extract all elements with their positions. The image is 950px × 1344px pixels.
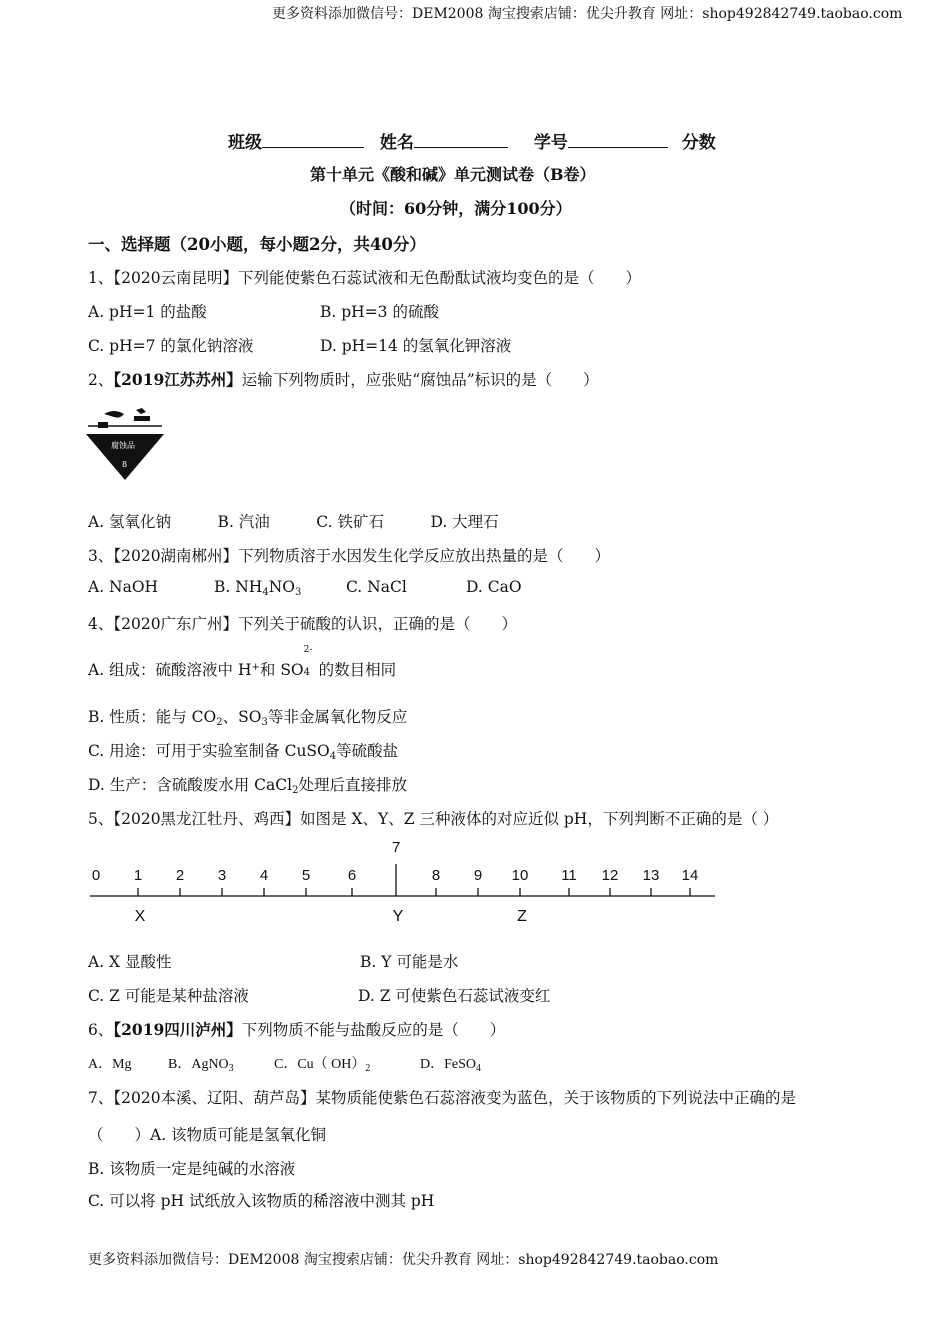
name-blank [414, 133, 508, 148]
q2-text: 运输下列物质时，应张贴“腐蚀品”标识的是（ ） [241, 371, 599, 389]
q3-option-c: C. NaCl [346, 578, 407, 596]
q6-source: 【2019四川泸州】 [113, 1020, 242, 1039]
q4-a-post: 的数目相同 [313, 661, 397, 679]
q3-option-a: A. NaOH [88, 578, 159, 596]
q4-b-sub1: 2 [216, 717, 223, 728]
q1-option-a: A. pH=1 的盐酸 [88, 303, 207, 321]
q1-option-c: C. pH=7 的氯化钠溶液 [88, 337, 254, 355]
q7-option-a: （ ）A. 该物质可能是氢氧化铜 [88, 1126, 327, 1144]
ph-tick-label-2: 2 [175, 867, 185, 884]
q4-option-d [88, 773, 407, 795]
q5-option-b: B. Y 可能是水 [360, 953, 459, 971]
q4-stem: 4、【2020广东广州】下列关于硫酸的认识，正确的是（ ） [88, 615, 518, 633]
q3-option-b [214, 578, 301, 596]
q3-option-d: D. CaO [466, 578, 522, 596]
q1-option-b: B. pH=3 的硫酸 [320, 303, 439, 321]
q4-d-post: 处理后直接排放 [298, 776, 407, 794]
ph-scale [80, 836, 720, 928]
ph-tick-label-9: 9 [473, 867, 483, 884]
q2-options: A. 氢氧化钠 B. 汽油 C. 铁矿石 D. 大理石 [88, 513, 499, 531]
q4-b-text: B. 性质：能与 CO [88, 708, 217, 726]
q7-option-c: C. 可以将 pH 试纸放入该物质的稀溶液中测其 pH [88, 1192, 435, 1210]
q4-b-sub2: 3 [261, 717, 268, 728]
footer-note: 更多资料添加微信号：DEM2008 淘宝搜索店铺：优尖升教育 网址：shop492842749.taobao.com [88, 1252, 719, 1268]
ph-tick-label-6: 6 [347, 867, 357, 884]
ph-tick-label-13: 13 [642, 867, 660, 884]
ph-tick-label-8: 8 [431, 867, 441, 884]
ph-tick-label-10: 10 [511, 867, 529, 884]
q4-a-sup: + [251, 662, 260, 673]
q4-d-sub: 2 [292, 785, 299, 796]
q5-stem: 5、【2020黑龙江牡丹、鸡西】如图是 X、Y、Z 三种液体的对应近似 pH，下列判断不正确的是（ ） [88, 810, 779, 828]
q4-b-mid: 、SO [222, 708, 262, 726]
ph-tick-label-0: 0 [91, 867, 101, 884]
q5-option-c: C. Z 可能是某种盐溶液 [88, 987, 249, 1005]
q4-c-sub: 4 [329, 751, 337, 762]
q5-option-d: D. Z 可使紫色石蕊试液变红 [358, 987, 551, 1005]
section-heading: 一、选择题（20小题，每小题2分，共40分） [88, 235, 426, 254]
number-blank [568, 133, 668, 148]
q4-a-text: A. 组成：硫酸溶液中 H [88, 661, 252, 679]
q4-c-text: C. 用途：可用于实验室制备 CuSO [88, 742, 330, 760]
corrosive-sign-class: 8 [122, 460, 128, 469]
header-note: 更多资料添加微信号：DEM2008 淘宝搜索店铺：优尖升教育 网址：shop492842749.taobao.com [272, 6, 903, 22]
q4-d-text: D. 生产：含硫酸废水用 CaCl [88, 776, 293, 794]
ph-tick-label-1: 1 [133, 867, 143, 884]
q6-c-sub: 2 [365, 1063, 371, 1074]
ph-tick-label-3: 3 [217, 867, 227, 884]
q6-option-b [168, 1053, 234, 1073]
ph-marker-y: Y [392, 908, 404, 925]
q4-b-post: 等非金属氧化物反应 [267, 708, 408, 726]
corrosive-sign [84, 404, 166, 482]
q6-b-sub: 3 [228, 1063, 234, 1074]
corrosive-sign-label: 腐蚀品 [111, 441, 135, 450]
page-subtitle: （时间：60分钟，满分100分） [340, 199, 572, 218]
q3-b-sub2: 3 [294, 587, 302, 598]
q5-option-a: A. X 显酸性 [88, 953, 172, 971]
q3-b-text: B. NH [214, 578, 263, 596]
ph-tick-label-4: 4 [259, 867, 269, 884]
q6-option-d [420, 1053, 481, 1073]
ph-scale-diagram [80, 836, 720, 928]
q7-stem: 7、【2020本溪、辽阳、葫芦岛】某物质能使紫色石蕊溶液变为蓝色，关于该物质的下列说法中正确的是 [88, 1089, 797, 1107]
page-title: 第十单元《酸和碱》单元测试卷（B卷） [310, 165, 596, 184]
q6-d-sub: 4 [476, 1063, 482, 1074]
ph-tick-label-5: 5 [301, 867, 311, 884]
q1-option-d: D. pH=14 的氢氧化钾溶液 [320, 337, 512, 355]
q6-b-text: B．AgNO [168, 1057, 229, 1072]
q1-stem: 1、【2020云南昆明】下列能使紫色石蕊试液和无色酚酞试液均变色的是（ ） [88, 269, 642, 287]
q4-option-c [88, 739, 398, 761]
q6-d-text: D．FeSO [420, 1057, 477, 1072]
q2-number: 2、 [88, 371, 114, 389]
ph-marker-x: X [134, 908, 146, 925]
q6-option-c [274, 1053, 370, 1073]
q4-c-post: 等硫酸盐 [336, 742, 399, 760]
q4-option-a [88, 645, 397, 680]
q4-a-charge: 2- [303, 645, 313, 655]
ph-tick-label-12: 12 [601, 867, 619, 884]
score-label: 分数 [681, 133, 716, 153]
q6-c-text: C．Cu（ OH） [274, 1057, 366, 1072]
q6-text: 下列物质不能与盐酸反应的是（ ） [241, 1021, 506, 1039]
class-label: 班级 [228, 133, 262, 153]
ph-marker-z: Z [517, 908, 527, 925]
ph-tick-label-14: 14 [681, 867, 699, 884]
q6-number: 6、 [88, 1021, 114, 1039]
q2-stem [88, 368, 599, 390]
number-label: 学号 [533, 133, 568, 153]
ph-tick-label-11: 11 [561, 867, 577, 884]
q4-a-sub: 4 [303, 667, 311, 678]
q3-b-mid: NO [268, 578, 295, 596]
ph-tick-label-7: 7 [392, 839, 401, 856]
class-blank [262, 133, 364, 148]
student-info-line [228, 128, 716, 153]
q7-option-b: B. 该物质一定是纯碱的水溶液 [88, 1160, 296, 1178]
name-label: 姓名 [379, 133, 414, 153]
q6-stem [88, 1018, 505, 1040]
q4-a-mid: 和 SO [259, 661, 304, 679]
q6-option-a: A．Mg [88, 1057, 132, 1072]
q2-source: 【2019江苏苏州】 [113, 370, 242, 389]
q3-b-sub1: 4 [262, 587, 269, 598]
q4-option-b [88, 705, 407, 727]
q3-stem: 3、【2020湖南郴州】下列物质溶于水因发生化学反应放出热量的是（ ） [88, 547, 611, 565]
